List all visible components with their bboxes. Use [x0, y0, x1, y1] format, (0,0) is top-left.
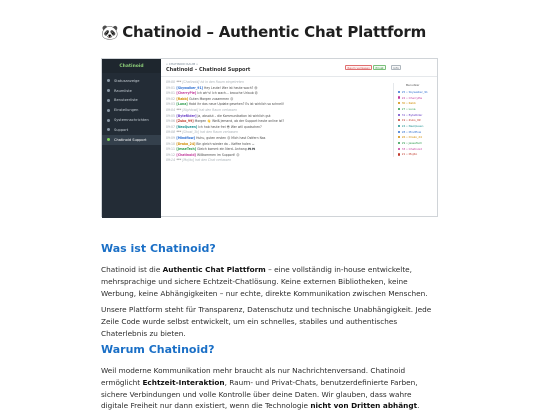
user-label: 30 • Rabb	[401, 101, 416, 106]
user-list	[393, 83, 435, 157]
user-label: 22 • CherryPie	[401, 95, 423, 100]
user-label: 21 • Mojito	[401, 152, 418, 157]
app-screenshot	[101, 58, 438, 217]
sidebar-menu	[102, 76, 161, 145]
user-list-heading: Benutzer	[406, 83, 420, 87]
message-time: 09:05	[166, 113, 175, 118]
status-dot-icon	[398, 153, 400, 155]
message-time: 09:11	[166, 147, 175, 152]
status-dot-icon	[398, 131, 400, 133]
message-text: Morgen 👋 Weiß jemand, ob der Support heute online ist?	[194, 119, 285, 124]
room-title: Chatinoid – Chatinoid Support	[166, 66, 251, 73]
bullet-icon	[107, 138, 110, 141]
message-user[interactable]: ***	[176, 107, 182, 112]
bullet-icon	[107, 109, 110, 112]
status-dot-icon	[398, 125, 400, 127]
message-text: Ich wir's! Ich wach... brauche Urlaub 😩	[197, 91, 258, 96]
message-text: Guten Morgen zusammen 😊	[189, 96, 234, 101]
sidebar-item-label: Raumliste	[114, 88, 132, 93]
sidebar-item[interactable]	[102, 105, 161, 115]
sidebar-item[interactable]	[102, 125, 161, 135]
sidebar-item[interactable]	[102, 86, 161, 96]
status-dot-icon	[398, 102, 400, 104]
sidebar-item-label: Systemnachrichten	[114, 118, 149, 123]
sidebar-item-label: Chatinoid Support	[114, 137, 147, 142]
sidebar-item-label: Support	[114, 127, 129, 132]
message-time: 09:14	[166, 158, 175, 163]
user-label: 27 • Luna	[401, 106, 416, 111]
message-time: 09:02	[166, 96, 175, 101]
message-user[interactable]: [Mindflow]	[176, 135, 196, 140]
message-text: Gleich kommt ein Nerd- Anhang 🎮🎮	[197, 147, 256, 152]
message-time: 09:06	[166, 119, 175, 124]
chat-header	[161, 59, 437, 77]
section-heading-why: Warum Chatinoid?	[101, 343, 215, 356]
status-dot-icon	[398, 119, 400, 121]
message-time: 09:00	[166, 80, 175, 84]
user-label: 19 • Zuko_99	[401, 118, 421, 123]
message-user[interactable]: [Chatinoid]	[176, 152, 196, 157]
status-dot-icon	[398, 91, 400, 93]
section-heading-what: Was ist Chatinoid?	[101, 242, 216, 255]
message-user[interactable]: [Rabb]	[176, 96, 189, 101]
user-label: 28 • Mindflow	[401, 129, 422, 134]
user-label: 25 • Skywalker_91	[401, 89, 428, 94]
bullet-icon	[107, 119, 110, 122]
message-text: Bin gleich wieder da – Kaffee holen ☕	[196, 141, 255, 146]
message-text: Ja, absolut – die Kommunikation ist wirklich gut	[197, 113, 271, 118]
message-user[interactable]: [Drako_24]	[176, 141, 196, 146]
platform-paragraph: Unsere Plattform steht für Transparenz, Datenschutz und technische Unabhängigkeit. Jede Zeile Code wurde selbst entwickelt, um ein schnelles, stabiles und authentisches Chaterlebnis zu bieten.	[101, 305, 432, 338]
status-dot-icon	[398, 142, 400, 144]
message-time: 09:01	[166, 91, 175, 96]
message-user[interactable]: [JesseTech]	[176, 147, 197, 152]
message-text: Hey Leute! Wer ist heute wach? 😃	[204, 85, 258, 90]
message-text: Ich hab heute frei 😎 Wer will quatschen?	[198, 124, 262, 129]
sidebar-item[interactable]	[102, 76, 161, 86]
message-time: 09:08	[166, 130, 175, 135]
status-dot-icon	[398, 136, 400, 138]
message-time: 09:03	[166, 102, 175, 107]
message-user[interactable]: [CherryPie]	[176, 91, 197, 96]
message-user[interactable]: [NeoQueen]	[176, 124, 198, 129]
page-title	[101, 23, 426, 41]
message-time: 09:04	[166, 107, 175, 112]
message-text: Huhu, guten ersten 😊 Mich hast Ostfern Nas	[196, 135, 266, 140]
message-user[interactable]: [Zuko_99]	[176, 119, 194, 124]
user-label: 33 • Chatinoid	[401, 146, 423, 151]
user-label: 31 • ByteRider	[401, 112, 423, 117]
message-time: 09:09	[166, 135, 175, 140]
sidebar-item[interactable]	[102, 115, 161, 125]
message-user[interactable]: ***	[176, 80, 182, 84]
sidebar-item[interactable]	[102, 96, 161, 106]
breadcrumb: « CHATINOID RAUM »	[166, 61, 199, 66]
bullet-icon	[107, 99, 110, 102]
chat-message	[166, 158, 390, 164]
sidebar-brand: Chatinoid	[102, 59, 161, 73]
sidebar-item-label: Einstellungen	[114, 108, 139, 113]
sidebar	[102, 59, 161, 218]
leave-room-button[interactable]: Raum verlassen	[345, 65, 372, 70]
status-dot-icon	[398, 114, 400, 116]
sidebar-item[interactable]	[102, 135, 161, 145]
bullet-icon	[107, 128, 110, 131]
message-time: 09:07	[166, 124, 175, 129]
message-list	[166, 80, 390, 164]
status-dot-icon	[398, 96, 400, 98]
message-text: [Nightowl] hat den Raum verlassen	[182, 107, 237, 112]
panda-icon: 🐼	[101, 25, 119, 41]
why-paragraph: Weil moderne Kommunikation mehr braucht als nur Nachrichtenversand. Chatinoid ermöglicht Echtzeit-Interaktion, Raum- und Privat-Chats, benutzerdefinierte Farben, sichere Verbindungen und volle Kontrolle über deine Daten. Wir glauben, dass wahre digitale Freiheit nur dann existiert, wenn die Technologie nicht von Dritten abhängt.	[101, 366, 420, 411]
chat-main	[161, 59, 437, 216]
page-title-text: Chatinoid – Authentic Chat Plattform	[122, 23, 427, 41]
message-user[interactable]: [Skywalker_91]	[176, 85, 204, 90]
message-time: 09:01	[166, 85, 175, 90]
message-user[interactable]: [ByteRider]	[176, 113, 197, 118]
message-text: [Ghost_3k] hat den Raum verlassen	[182, 130, 238, 135]
intro-paragraph: Chatinoid ist die Authentic Chat Plattform – eine vollständig in-house entwickelte, mehrsprachige und sichere Echtzeit-Chatlösung. Keine externen Bibliotheken, keine Werbung, keine Abhängigkeiten – nur echte, direkte Kommunikation zwischen Menschen.	[101, 265, 428, 298]
user-label: 26 • Drako_24	[401, 135, 422, 140]
bullet-icon	[107, 79, 110, 82]
message-time: 09:12	[166, 152, 175, 157]
message-user[interactable]: [Luna]	[176, 102, 188, 107]
message-time: 09:10	[166, 141, 175, 146]
message-user[interactable]: ***	[176, 158, 182, 163]
message-text: [Mojito] hat den Chat verlassen	[182, 158, 231, 163]
user-list-item[interactable]	[398, 152, 435, 158]
user-label: 29 • JesseTech	[401, 141, 423, 146]
status-dot-icon	[398, 148, 400, 150]
user-label: 24 • NeoQueen	[401, 123, 424, 128]
message-text: [Chatinoid] ist in den Raum eingetreten	[182, 80, 244, 84]
status-dot-icon	[398, 108, 400, 110]
info-button[interactable]: Info	[391, 65, 401, 70]
sidebar-item-label: Statusanzeige	[114, 78, 140, 83]
sidebar-item-label: Benutzerliste	[114, 98, 138, 103]
private-button[interactable]: Privat	[373, 65, 386, 70]
message-text: Willkommen im Support! 😊	[196, 152, 240, 157]
message-user[interactable]: ***	[176, 130, 182, 135]
bullet-icon	[107, 89, 110, 92]
message-text: Habt ihr das neue Update gesehen? Es ist wirklich so schnell!	[188, 102, 284, 107]
